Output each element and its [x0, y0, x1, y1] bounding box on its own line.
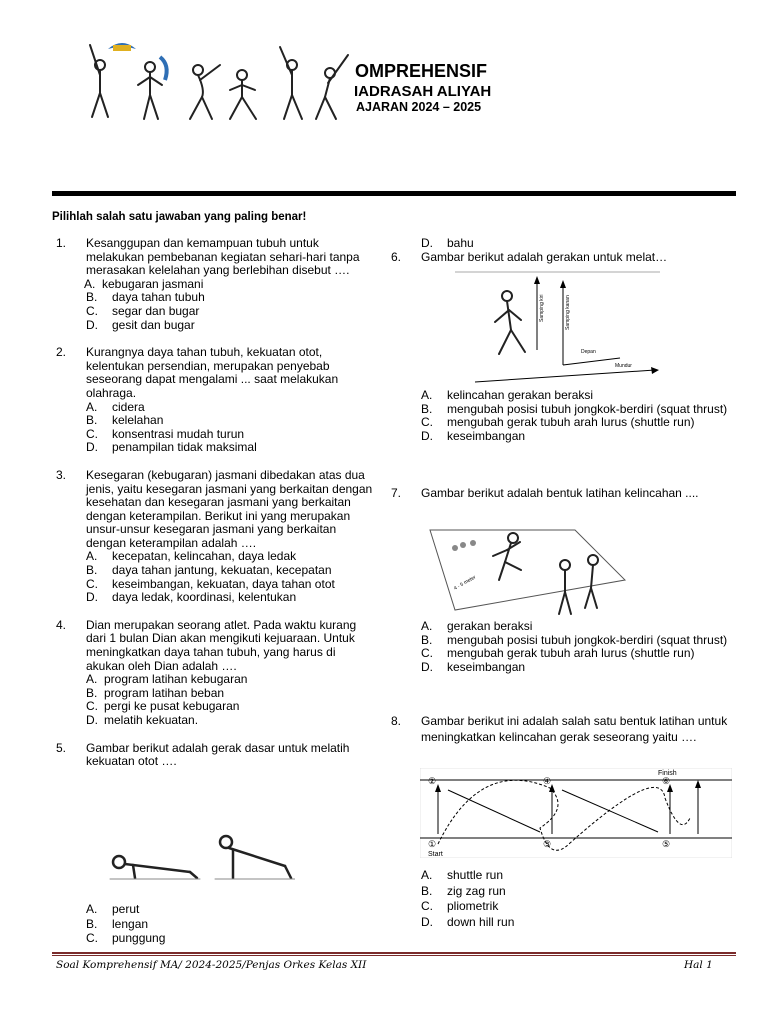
option-letter: A. — [86, 399, 98, 414]
question-8-stem — [391, 714, 736, 745]
q8-options — [391, 868, 731, 930]
option-text: mengubah posisi tubuh jongkok-berdiri (squat thrust) — [447, 632, 728, 647]
q5-pushup-figure — [105, 832, 295, 884]
option-letter: D. — [86, 440, 98, 455]
option-letter: B. — [86, 685, 98, 700]
option-letter: A. — [421, 388, 433, 402]
marker-6: ⑥ — [662, 776, 671, 786]
option-text: daya ledak, koordinasi, kelentukan — [112, 590, 297, 605]
exercise-figures-icon — [80, 35, 355, 130]
option-text: daya tahan tubuh — [112, 290, 205, 305]
option[interactable] — [421, 620, 731, 634]
question-text: Gambar berikut adalah gerakan untuk melat… — [421, 250, 668, 264]
option-text: down hill run — [447, 914, 515, 929]
option-letter: C. — [421, 415, 433, 430]
direction-diagram-icon — [455, 270, 665, 388]
question-7-stem — [391, 487, 731, 501]
question-number: 6. — [391, 250, 402, 264]
question-number: 1. — [56, 236, 67, 250]
option-letter: C. — [86, 699, 98, 714]
left-column — [56, 237, 374, 769]
option-letter: A. — [86, 672, 98, 687]
option-letter: C. — [421, 899, 433, 913]
option[interactable] — [421, 899, 731, 915]
question-number: 2. — [56, 345, 67, 360]
pushup-icon — [105, 832, 295, 884]
footer-rule-thin — [52, 955, 736, 956]
option-letter: B. — [421, 883, 433, 898]
option[interactable] — [421, 403, 731, 417]
option-text: kelelahan — [112, 413, 164, 428]
option-text: lengan — [112, 916, 149, 931]
header-title-3: AJARAN 2024 – 2025 — [356, 100, 482, 114]
option-text: gerakan beraksi — [447, 619, 533, 633]
question-6 — [391, 251, 731, 265]
marker-2: ② — [428, 776, 437, 786]
question-number: 7. — [391, 486, 402, 500]
option[interactable] — [421, 868, 731, 884]
option-letter: D. — [421, 428, 433, 443]
option-text: daya tahan jantung, kekuatan, kecepatan — [112, 563, 332, 578]
question-number: 4. — [56, 617, 67, 632]
option-letter: B. — [421, 632, 433, 647]
question-6-stem — [391, 251, 731, 265]
label-kanan: Samping kanan — [565, 295, 571, 330]
option-letter: D. — [421, 659, 433, 674]
option-text: kecepatan, kelincahan, daya ledak — [112, 549, 297, 564]
option-letter: D. — [421, 236, 433, 250]
option[interactable] — [86, 319, 374, 333]
option-text: kebugaran jasmani — [102, 276, 204, 291]
option-text: mengubah gerak tubuh arah lurus (shuttle run) — [447, 415, 695, 430]
marker-1: ① — [428, 839, 437, 849]
label-kiri: Samping kiri — [539, 294, 545, 322]
finish-label: Finish — [658, 770, 677, 777]
option-letter: A. — [86, 902, 98, 916]
option-text: keseimbangan — [447, 428, 526, 443]
option-text: punggung — [112, 931, 166, 946]
question-text: Kesanggupan dan kemampuan tubuh untuk melakukan pembebanan kegiatan sehari-hari tanpa merasakan kelelahan yang berlebihan disebut …. — [86, 236, 360, 278]
start-label: Start — [428, 851, 443, 858]
marker-4: ④ — [543, 776, 552, 786]
option[interactable] — [421, 661, 731, 675]
option[interactable] — [86, 401, 374, 415]
option-letter: B. — [421, 401, 433, 416]
option-text: melatih kekuatan. — [104, 713, 199, 727]
question-text: Kurangnya daya tahan tubuh, kekuatan otot, kelentukan persendian, merupakan penyebab seseorang dapat mengalami ... saat melakukan olahraga. — [86, 345, 339, 400]
question-text: Dian merupakan seorang atlet. Pada waktu kurang dari 1 bulan Dian akan mengikuti kejuaraan. Untuk meningkatkan daya tahan tubuh, yang harus di akukan oleh Dian adalah …. — [86, 617, 357, 673]
question-1 — [56, 237, 374, 332]
header-illustration — [80, 35, 355, 130]
option-letter: C. — [86, 426, 98, 441]
q7-figure — [425, 520, 630, 622]
q5-option-d — [391, 237, 731, 251]
option-text: bahu — [447, 236, 474, 250]
option[interactable] — [421, 647, 731, 661]
option-letter: C. — [421, 646, 433, 661]
option-letter: B. — [86, 290, 98, 305]
instruction: Pilihlah salah satu jawaban yang paling benar! — [52, 211, 307, 223]
option[interactable] — [86, 714, 374, 728]
option[interactable] — [86, 550, 374, 564]
option[interactable] — [86, 931, 356, 946]
q5-options — [56, 902, 356, 946]
option[interactable] — [421, 237, 731, 251]
option-letter: A. — [421, 868, 433, 882]
option-letter: D. — [86, 713, 98, 727]
option-letter: B. — [86, 413, 98, 428]
option-text: keseimbangan, kekuatan, daya tahan otot — [112, 576, 335, 591]
question-2 — [56, 346, 374, 455]
option-text: konsentrasi mudah turun — [112, 426, 245, 441]
question-text: Kesegaran (kebugaran) jasmani dibedakan atas dua jenis, yaitu kesegaran jasmani yang berkaitan dengan kesehatan dan kesegaran jasmani yang berkaitan dengan keterampilan. Berikut ini yang merupakan unsur-unsur kesegaran jasmani yang berkaitan dengan keterampilan adalah …. — [86, 467, 373, 550]
option-text: segar dan bugar — [112, 303, 200, 318]
option[interactable] — [86, 414, 374, 428]
option-text: zig zag run — [447, 883, 506, 898]
option[interactable] — [86, 441, 374, 455]
option[interactable] — [421, 389, 731, 403]
option-letter: C. — [86, 576, 98, 591]
marker-3: ③ — [543, 839, 552, 849]
zigzag-course-icon — [420, 768, 732, 858]
agility-drill-icon — [425, 520, 630, 622]
question-number: 3. — [56, 467, 67, 482]
question-text: Gambar berikut adalah gerak dasar untuk melatih kekuatan otot …. — [86, 740, 350, 769]
option[interactable] — [86, 687, 374, 701]
option-text: perut — [112, 902, 140, 916]
option[interactable] — [421, 915, 731, 931]
option-letter: B. — [86, 563, 98, 578]
label-distance: 4 - 5 meter — [453, 574, 477, 592]
option-text: mengubah gerak tubuh arah lurus (shuttle run) — [447, 646, 695, 661]
question-text: Gambar berikut adalah bentuk latihan kelincahan .... — [421, 486, 699, 500]
option-text: penampilan tidak maksimal — [112, 440, 257, 455]
question-text: Gambar berikut ini adalah salah satu bentuk latihan untuk meningkatkan kelincahan gerak seseorang yaitu …. — [421, 714, 728, 744]
label-depan: Depan — [581, 349, 596, 355]
question-5 — [56, 742, 374, 769]
footer-page-number: Hal 1 — [684, 959, 713, 971]
option-letter: A. — [84, 276, 96, 291]
option-text: pliometrik — [447, 899, 499, 913]
option-letter: C. — [86, 303, 98, 318]
header-rule — [52, 191, 736, 196]
q8-figure — [420, 768, 732, 858]
option-text: shuttle run — [447, 868, 504, 882]
footer-left: Soal Komprehensif MA/ 2024-2025/Penjas Orkes Kelas XII — [56, 959, 367, 971]
option[interactable] — [86, 591, 374, 605]
question-number: 8. — [391, 714, 402, 728]
question-8 — [391, 714, 736, 745]
option-letter: A. — [421, 619, 433, 633]
option[interactable] — [86, 291, 374, 305]
option[interactable] — [84, 278, 374, 292]
option-letter: D. — [86, 590, 98, 605]
option-text: program latihan kebugaran — [104, 672, 248, 687]
option[interactable] — [86, 917, 356, 932]
option-text: keseimbangan — [447, 659, 526, 674]
option-letter: A. — [86, 549, 98, 564]
option[interactable] — [86, 700, 374, 714]
option-letter: C. — [86, 931, 98, 946]
option[interactable] — [421, 884, 731, 900]
option[interactable] — [421, 416, 731, 430]
option-text: kelincahan gerakan beraksi — [447, 388, 594, 402]
option[interactable] — [421, 634, 731, 648]
label-mundur: Mundur — [615, 363, 632, 369]
option[interactable] — [421, 430, 731, 444]
option[interactable] — [86, 305, 374, 319]
q6-figure — [455, 270, 665, 388]
option[interactable] — [86, 902, 356, 917]
q7-options — [391, 620, 731, 674]
option-letter: D. — [421, 914, 433, 929]
option[interactable] — [86, 673, 374, 687]
option-text: pergi ke pusat kebugaran — [104, 699, 240, 714]
header-title-2: IADRASAH ALIYAH — [354, 83, 492, 100]
question-7 — [391, 487, 731, 501]
question-4 — [56, 619, 374, 728]
footer-rule — [52, 952, 736, 954]
option[interactable] — [86, 564, 374, 578]
marker-5: ⑤ — [662, 839, 671, 849]
option-letter: D. — [86, 317, 98, 332]
q6-options — [391, 389, 731, 443]
option[interactable] — [86, 428, 374, 442]
option-letter: B. — [86, 916, 98, 931]
question-number: 5. — [56, 740, 67, 755]
option-text: program latihan beban — [104, 685, 225, 700]
option-text: gesit dan bugar — [112, 317, 195, 332]
option-text: cidera — [112, 399, 145, 414]
option[interactable] — [86, 578, 374, 592]
option-text: mengubah posisi tubuh jongkok-berdiri (squat thrust) — [447, 401, 728, 416]
question-3 — [56, 469, 374, 605]
header-title-1: OMPREHENSIF — [355, 61, 488, 81]
